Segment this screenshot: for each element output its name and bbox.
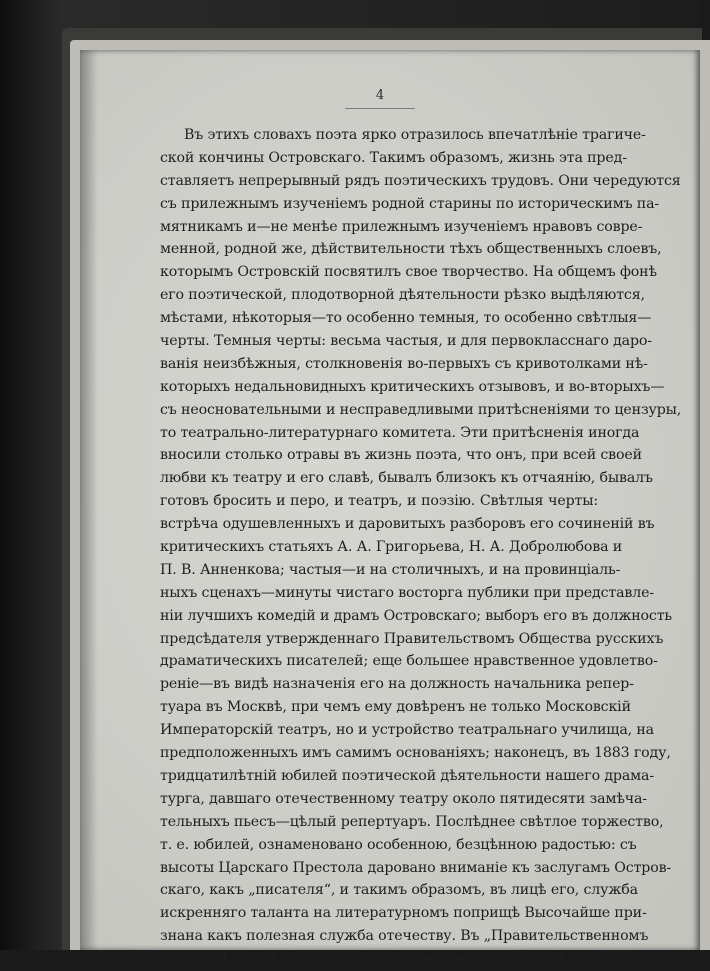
text-line: черты. Темныя черты: весьма частыя, и для первокласснаго даро- bbox=[160, 333, 652, 350]
text-line: тельныхъ пьесъ—цѣлый репертуаръ. Послѣднее свѣтлое торжество, bbox=[160, 813, 664, 830]
text-line: искренняго таланта на литературномъ поприщѣ Высочайше при- bbox=[160, 905, 647, 922]
text-line: любви къ театру и его славѣ, бывалъ близокъ къ отчаянію, бывалъ bbox=[160, 470, 653, 487]
page-gutter-shadow bbox=[80, 50, 98, 950]
text-line: мѣстами, нѣкоторыя—то особенно темныя, то особенно свѣтлыя— bbox=[160, 310, 652, 327]
text-line: реніе—въ видѣ назначенія его на должность начальника репер- bbox=[160, 676, 634, 693]
text-line: П. В. Анненкова; частыя—и на столичныхъ, и на провинціаль- bbox=[160, 561, 621, 578]
text-line: которыхъ недальновидныхъ критическихъ отзывовъ, и во-вторыхъ— bbox=[160, 378, 665, 395]
text-line: предположенныхъ имъ самимъ основаніяхъ; наконецъ, въ 1883 году, bbox=[160, 745, 671, 762]
text-line: драматическихъ писателей; еще большее нравственное удовлетво- bbox=[160, 653, 658, 670]
text-line: туара въ Москвѣ, при чемъ ему довѣренъ не только Московскій bbox=[160, 699, 631, 716]
text-line: готовъ бросить и перо, и театръ, и поэзію. Свѣтлыя черты: bbox=[160, 493, 598, 510]
text-line: предсѣдателя утвержденнаго Правительствомъ Общества русскихъ bbox=[160, 630, 664, 647]
text-line: турга, давшаго отечественному театру около пятидесяти замѣча- bbox=[160, 790, 647, 807]
text-line: т. е. юбилей, ознаменовано особенною, безцѣнною радостью: съ bbox=[160, 836, 637, 853]
text-line: которымъ Островскій посвятилъ свое творчество. На общемъ фонѣ bbox=[160, 264, 657, 281]
text-line: скаго, какъ „писателя“, и такимъ образомъ, въ лицѣ его, служба bbox=[160, 882, 638, 899]
text-line: встрѣча одушевленныхъ и даровитыхъ разборовъ его сочиненій въ bbox=[160, 516, 655, 533]
text-line: мятникамъ и—не менѣе прилежнымъ изученіемъ нравовъ совре- bbox=[160, 218, 643, 235]
text-line: его поэтической, плодотворной дѣятельности рѣзко выдѣляются, bbox=[160, 287, 645, 304]
text-line: съ неосновательными и несправедливыми притѣсненіями то цензуры, bbox=[160, 401, 682, 418]
text-line: ставляетъ непрерывный рядъ поэтическихъ трудовъ. Они чередуются bbox=[160, 172, 681, 189]
text-line: вносили столько отравы въ жизнь поэта, что онъ, при всей своей bbox=[160, 447, 642, 464]
text-line: съ прилежнымъ изученіемъ родной старины по историческимъ па- bbox=[160, 195, 660, 212]
text-line: Въ этихъ словахъ поэта ярко отразилось впечатлѣніе трагиче- bbox=[184, 127, 646, 143]
text-line: тридцатилѣтній юбилей поэтической дѣятельности нашего драма- bbox=[160, 767, 654, 784]
text-line: знана какъ полезная служба отечеству. Въ „Правительственномъ bbox=[160, 928, 649, 945]
text-line: ской кончины Островскаго. Такимъ образомъ, жизнь эта пред- bbox=[160, 149, 627, 166]
text-line: Императорскій театръ, но и устройство театральнаго училища, на bbox=[160, 722, 654, 739]
text-line: Вѣстникѣ“ 1884 г. января 30-го именно напечатано: „Государь bbox=[160, 951, 626, 968]
text-line: ванія неизбѣжныя, столкновенія во-первыхъ съ кривотолками нѣ- bbox=[160, 355, 648, 372]
body-text bbox=[160, 124, 682, 971]
page-number: 4 bbox=[375, 88, 385, 103]
text-line: высоты Царскаго Престола даровано вниманіе къ заслугамъ Остров- bbox=[160, 859, 672, 876]
text-line: критическихъ статьяхъ А. А. Григорьева, Н. А. Добролюбова и bbox=[160, 539, 623, 556]
text-line: ніи лучшихъ комедій и драмъ Островскаго; выборъ его въ должность bbox=[160, 607, 672, 624]
page-number-rule bbox=[345, 108, 415, 109]
text-line: менной, родной же, дѣйствительности тѣхъ общественныхъ слоевъ, bbox=[160, 241, 662, 258]
text-line: ныхъ сценахъ—минуты чистаго восторга публики при представле- bbox=[160, 584, 655, 601]
text-line: то театрально-литературнаго комитета. Эти притѣсненія иногда bbox=[160, 424, 640, 441]
